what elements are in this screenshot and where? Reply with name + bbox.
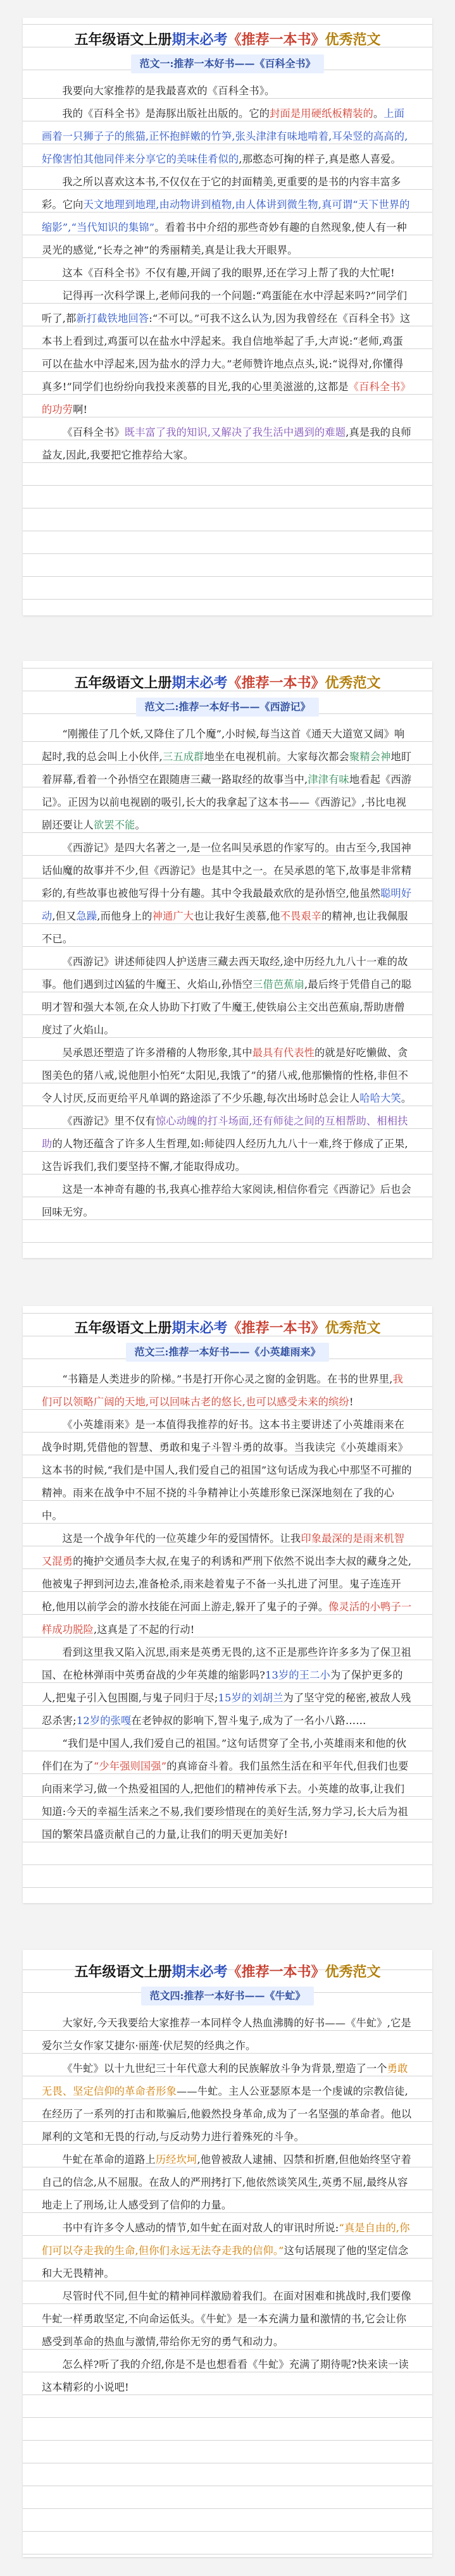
highlighted-text: 封面是用硬纸板精装的 <box>270 108 374 120</box>
highlighted-text: 三五成群 <box>162 751 204 763</box>
paragraph-text: 的人物还蕴含了许多人生哲理,如:师徒四人经历九九八十一难,终于修成了正果,这告诉我们,我们要坚持不懈,才能取得成功。 <box>42 1138 408 1173</box>
paragraph-text: 地坐在电视机前。大家每次都会 <box>204 751 349 763</box>
highlighted-text: 我们可以领略广阔的天地,可以回味古老的悠长,也可以感受未来的缤纷 <box>42 1373 403 1408</box>
highlighted-text: 12岁的张嘎 <box>76 1715 132 1727</box>
paragraph-text: ,最后终于凭借自己的聪明才智和强大本领,在众人协助下打败了牛魔王,使铁扇公主交出芭蕉扇,帮助唐僧度过了火焰山。 <box>42 978 412 1036</box>
essay-subtitle: 范文一:推荐一本好书——《百科全书》 <box>131 54 325 73</box>
essay-paragraph <box>42 1368 413 1414</box>
paragraph-text: 地盯着屏幕,看着一个孙悟空在跟随唐三藏一路取经的故事当中, <box>42 751 412 786</box>
paragraph-text: 尽管时代不同,但牛虻的精神同样激励着我们。在面对困难和挑战时,我们要像牛虻一样勇敢坚定,不向命运低头。《牛虻》是一本充满力量和激情的书,它会让你感受到革命的热血与激情,带给你无穷的勇气和动力。 <box>42 2290 411 2348</box>
essay-paragraph <box>42 1414 413 1527</box>
essay-paragraph <box>42 951 413 1042</box>
highlighted-text: “少年强则国强” <box>93 1760 167 1772</box>
essay-title <box>42 672 413 694</box>
paragraph-text: 我之所以喜欢这本书,不仅仅在于它的封面精美,更重要的是书的内容丰富多彩。它向 <box>42 176 401 211</box>
paragraph-text: ,他曾被敌人逮捕、囚禁和折磨,但他始终坚守着自己的信念,从不屈服。在敌人的严刑拷打下,他依然谈笑风生,英勇不屈,最终从容地走上了刑场,让人感受到了信仰的力量。 <box>42 2154 411 2211</box>
paragraph-text: :“不可以。”可我不这么认为,因为我曾经在《百科全书》这本书上看到过,鸡蛋可以在盐水中浮起来。我自信地举起了手,大声说:“老师,鸡蛋可以在盐水中浮起来,因为盐水的浮力大。”老师赞许地点点头,说:“说得对,你懂得真多!”同学们也纷纷向我投来羡慕的目光,我的心里美滋滋的,这都是 <box>42 312 411 393</box>
paragraph-text: 这本《百科全书》不仅有趣,开阔了我的眼界,还在学习上帮了我的大忙呢! <box>62 267 395 279</box>
highlighted-text: 历经坎坷 <box>155 2154 197 2166</box>
essay-paragraph <box>42 837 413 951</box>
highlighted-text: 15岁的刘胡兰 <box>218 1692 284 1704</box>
paragraph-text: 这句话展现了他的坚定信念和大无畏精神。 <box>42 2245 409 2279</box>
essay-paragraph <box>42 102 413 171</box>
paragraph-text: “我们是中国人,我们爱自己的祖国。”这句话贯穿了全书,小英雄雨来和他的伙伴们在为了 <box>42 1737 407 1772</box>
paragraph-text: ,而他身上的 <box>97 910 153 922</box>
highlighted-text: 聪明好动 <box>42 887 412 922</box>
essay-paragraph <box>42 1732 413 1846</box>
essay-paragraph <box>42 2148 413 2217</box>
paragraph-text: 地看起《西游记》。正因为以前电视剧的吸引,长大的我拿起了这本书——《西游记》,书比电视剧还要让人 <box>42 773 412 831</box>
essay-paragraph <box>42 80 413 102</box>
paragraph-text: 在老钟叔的影响下,智斗鬼子,成为了一名小八路…… <box>131 1715 366 1727</box>
essay-subtitle: 范文二:推荐一本好书——《西游记》 <box>136 698 320 717</box>
essay-subtitle: 范文四:推荐一本好书——《牛虻》 <box>141 1987 315 2006</box>
title-topic: 《推荐一本书》 <box>227 675 325 691</box>
essay-card-1 <box>23 18 432 615</box>
highlighted-text: 既丰富了我的知识,又解决了我生活中遇到的难题 <box>124 426 346 438</box>
paragraph-text: 《西游记》是四大名著之一,是一位名叫吴承恩的作家写的。由古至今,我国神话仙魔的故事并不少,但《西游记》也是其中之一。在吴承恩的笔下,故事是非常精彩的,有些故事也被他写得十分有趣。其中令我最最欢欣的是孙悟空,他虽然 <box>42 842 412 899</box>
essay-title <box>42 29 413 51</box>
title-exam: 期末必考 <box>171 675 228 691</box>
highlighted-text: 欲罢不能 <box>93 819 135 831</box>
paragraph-text: 这是一本神奇有趣的书,我真心推荐给大家阅读,相信你看完《西游记》后也会回味无穷。 <box>42 1183 411 1218</box>
essay-paragraph <box>42 2057 413 2148</box>
paragraph-text: 怎么样?听了我的介绍,你是不是也想看看《牛虻》充满了期待呢?快来读一读这本精彩的小说吧! <box>42 2358 409 2393</box>
paragraph-text: 《西游记》里不仅有 <box>62 1115 156 1127</box>
essay-paragraph <box>42 2012 413 2057</box>
highlighted-text: 最具有代表性 <box>252 1047 315 1059</box>
paragraph-text: 这是一个战争年代的一位英雄少年的爱国情怀。让我 <box>62 1532 301 1544</box>
essay-body <box>42 80 413 467</box>
paragraph-text: 。 <box>135 819 146 831</box>
highlighted-text: 津津有味 <box>308 773 349 786</box>
essay-card-2 <box>23 661 432 1258</box>
essay-paragraph <box>42 1641 413 1732</box>
paragraph-text: 的精神,也让我佩服不已。 <box>42 910 408 945</box>
essay-subtitle-wrap <box>42 698 413 717</box>
paragraph-text: 为了保护更多的人,把鬼子引入包围圈,与鬼子同归于尽; <box>42 1669 403 1704</box>
title-exam: 期末必考 <box>171 32 228 48</box>
paragraph-text: 的掩护交通员李大叔,在鬼子的利诱和严刑下依然不说出李大叔的藏身之处,他被鬼子押到河边去,准备枪杀,雨来趁着鬼子不备一头扎进了河里。鬼子连连开枪,他用以前学会的游水技能在河面上游走,躲开了鬼子的子弹。 <box>42 1555 412 1613</box>
essay-paragraph <box>42 2217 413 2285</box>
paragraph-text: 记得再一次科学课上,老师问我的一个问题:“鸡蛋能在水中浮起来吗?”同学们听了,都 <box>42 290 408 324</box>
essay-paragraph <box>42 2285 413 2353</box>
highlighted-text: 勇敢无畏、坚定信仰的革命者形象 <box>42 2062 408 2097</box>
paragraph-text: 。 <box>373 108 384 120</box>
essay-paragraph <box>42 1110 413 1178</box>
highlighted-text: 三借芭蕉扇 <box>252 978 305 990</box>
paragraph-text: “书籍是人类进步的阶梯。”书是打开你心灵之窗的金钥匙。在书的世界里, <box>62 1373 393 1385</box>
paragraph-text: 《小英雄雨来》是一本值得我推荐的好书。这本书主要讲述了小英雄雨来在战争时期,凭借他的智慧、勇敢和鬼子斗智斗勇的故事。当我读完《小英雄雨来》这本书的时候,“我们是中国人,我们爱自己的祖国”这句话成为我心中那坚不可摧的精神。雨来在战争中不屈不挠的斗争精神让小英雄形象已深深地刻在了我的心中。 <box>42 1419 412 1522</box>
highlighted-text: 13岁的王二小 <box>265 1669 330 1681</box>
paragraph-text: 牛虻在革命的道路上 <box>62 2154 156 2166</box>
paragraph-text: 看到这里我又陷入沉思,雨来是英勇无畏的,这不正是那些许许多多为了保卫祖国、在枪林弹雨中英勇奋战的少年英雄的缩影吗? <box>42 1646 411 1681</box>
essay-paragraph <box>42 1527 413 1641</box>
paragraph-text: 也让我好生羡慕,他 <box>194 910 280 922</box>
essay-paragraph <box>42 1178 413 1224</box>
paragraph-text: 。看着书中介绍的那些奇妙有趣的自然现象,使人有一种灵光的感觉,“长寿之神”的秀丽精美,真是让我大开眼界。 <box>42 221 407 256</box>
highlighted-text: 聚精会神 <box>349 751 391 763</box>
paragraph-text: 《西游记》讲述师徒四人护送唐三藏去西天取经,途中历经九九八十一难的故事。他们遇到过凶猛的牛魔王、火焰山,孙悟空 <box>42 956 408 990</box>
essay-card-3 <box>23 1306 432 1903</box>
essay-paragraph <box>42 723 413 837</box>
essay-title <box>42 1961 413 1983</box>
title-grade: 五年级语文上册 <box>74 32 172 48</box>
paragraph-text: 吴承恩还塑造了许多滑稽的人物形象,其中 <box>62 1047 252 1059</box>
essay-title <box>42 1317 413 1339</box>
highlighted-text: 《百科全书》的功劳 <box>42 381 411 416</box>
paragraph-text: 书中有许多令人感动的情节,如牛虻在面对敌人的审讯时所说: <box>62 2222 339 2234</box>
paragraph-text: 我要向大家推荐的是我最喜欢的《百科全书》。 <box>62 85 275 97</box>
essay-subtitle: 范文三:推荐一本好书——《小英雄雨来》 <box>126 1343 330 1362</box>
title-topic: 《推荐一本书》 <box>227 32 325 48</box>
highlighted-text: 天文地理到地理,由动物讲到植物,由人体讲到微生物,真可谓“天下世界的缩影”,“当代知识的集锦” <box>42 199 410 233</box>
title-tag: 优秀范文 <box>325 1320 381 1336</box>
highlighted-text: 哈哈大笑 <box>359 1092 401 1104</box>
essay-body <box>42 723 413 1224</box>
essay-paragraph <box>42 285 413 421</box>
highlighted-text: “真是自由的,你们可以夺走我的生命,但你们永远无法夺走我的信仰。” <box>42 2222 410 2257</box>
paragraph-text: 大家好,今天我要给大家推荐一本同样令人热血沸腾的好书——《牛虻》,它是爱尔兰女作家艾捷尔·丽莲·伏尼契的经典之作。 <box>42 2017 411 2052</box>
title-topic: 《推荐一本书》 <box>227 1964 325 1980</box>
essay-subtitle-wrap <box>42 1343 413 1362</box>
title-grade: 五年级语文上册 <box>74 1320 172 1336</box>
essay-body <box>42 1368 413 1846</box>
paragraph-text: 为了坚守党的秘密,被敌人残忍杀害; <box>42 1692 411 1727</box>
paragraph-text: 。 <box>401 1092 412 1104</box>
title-tag: 优秀范文 <box>325 675 381 691</box>
essay-card-4 <box>23 1950 432 2557</box>
essay-body <box>42 2012 413 2399</box>
title-topic: 《推荐一本书》 <box>227 1320 325 1336</box>
essay-paragraph <box>42 1042 413 1110</box>
title-exam: 期末必考 <box>171 1964 228 1980</box>
highlighted-text: 上面画着一只狮子子的熊猫,正怀抱鲜嫩的竹笋,张头津津有味地啃着,耳朵竖的高高的,好像害怕其他同伴来分享它的美味佳肴似的 <box>42 108 408 165</box>
title-tag: 优秀范文 <box>325 1964 381 1980</box>
paragraph-text: 《百科全书》 <box>62 426 125 438</box>
highlighted-text: 惊心动魄的打斗场面,还有师徒之间的互相帮助、相相扶助 <box>42 1115 408 1150</box>
paragraph-text: “刚搬佳了几个妖,又降住了几个魔”,小时候,每当这首《通天大道宽又阔》响起时,我的总会叫上小伙伴, <box>42 728 405 763</box>
paragraph-text: ,那憨态可掬的样子,真是憨人喜爱。 <box>239 153 401 165</box>
paragraph-text: 我的《百科全书》是海豚出版社出版的。它的 <box>62 108 270 120</box>
essay-paragraph <box>42 262 413 285</box>
essay-paragraph <box>42 421 413 467</box>
paragraph-text: ,但又 <box>52 910 77 922</box>
highlighted-text: 印象最深的是雨来机智又混勇 <box>42 1532 405 1567</box>
title-tag: 优秀范文 <box>325 32 381 48</box>
paragraph-text: ! <box>349 1396 354 1408</box>
highlighted-text: 新打截铁地回答 <box>76 312 149 324</box>
highlighted-text: 不畏艰辛 <box>280 910 322 922</box>
essay-subtitle-wrap <box>42 54 413 73</box>
paragraph-text: 的真谛奋斗着。我们虽然生活在和平年代,但我们也要向雨来学习,做一个热爱祖国的人,把他们的精神传承下去。小英雄的故事,让我们知道:今天的幸福生活来之不易,我们要珍惜现在的美好生活,努力学习,长大后为祖国的繁荣昌盛贡献自己的力量,让我们的明天更加美好! <box>42 1760 409 1840</box>
essay-paragraph <box>42 171 413 262</box>
title-grade: 五年级语文上册 <box>74 1964 172 1980</box>
title-exam: 期末必考 <box>171 1320 228 1336</box>
paragraph-text: ,真是我的良师益友,因此,我要把它推荐给大家。 <box>42 426 411 461</box>
title-grade: 五年级语文上册 <box>74 675 172 691</box>
highlighted-text: 急躁 <box>76 910 97 922</box>
paragraph-text: ,这真是了不起的行动! <box>93 1624 195 1636</box>
highlighted-text: 像灵活的小鸭子一样成功脱险 <box>42 1601 412 1636</box>
essay-subtitle-wrap <box>42 1987 413 2006</box>
paragraph-text: 的就是好吃懒做、贪图美色的猪八戒,说他胆小怕死“太阳见,我饿了”的猪八戒,他那懒惰的性格,非但不令人讨厌,反而更给平凡单调的路途添了不少乐趣,每次出场时总会让人 <box>42 1047 409 1104</box>
paragraph-text: 啊! <box>73 404 88 416</box>
paragraph-text: ——牛虻。主人公亚瑟原本是一个虔诚的宗教信徒,在经历了一系列的打击和欺骗后,他毅然投身革命,成为了一名坚强的革命者。他以犀利的文笔和无畏的行动,与反动势力进行着殊死的斗争。 <box>42 2085 412 2143</box>
essay-paragraph <box>42 2353 413 2399</box>
highlighted-text: 神通广大 <box>152 910 194 922</box>
paragraph-text: 《牛虻》以十九世纪三十年代意大利的民族解放斗争为背景,塑造了一个 <box>62 2062 387 2074</box>
